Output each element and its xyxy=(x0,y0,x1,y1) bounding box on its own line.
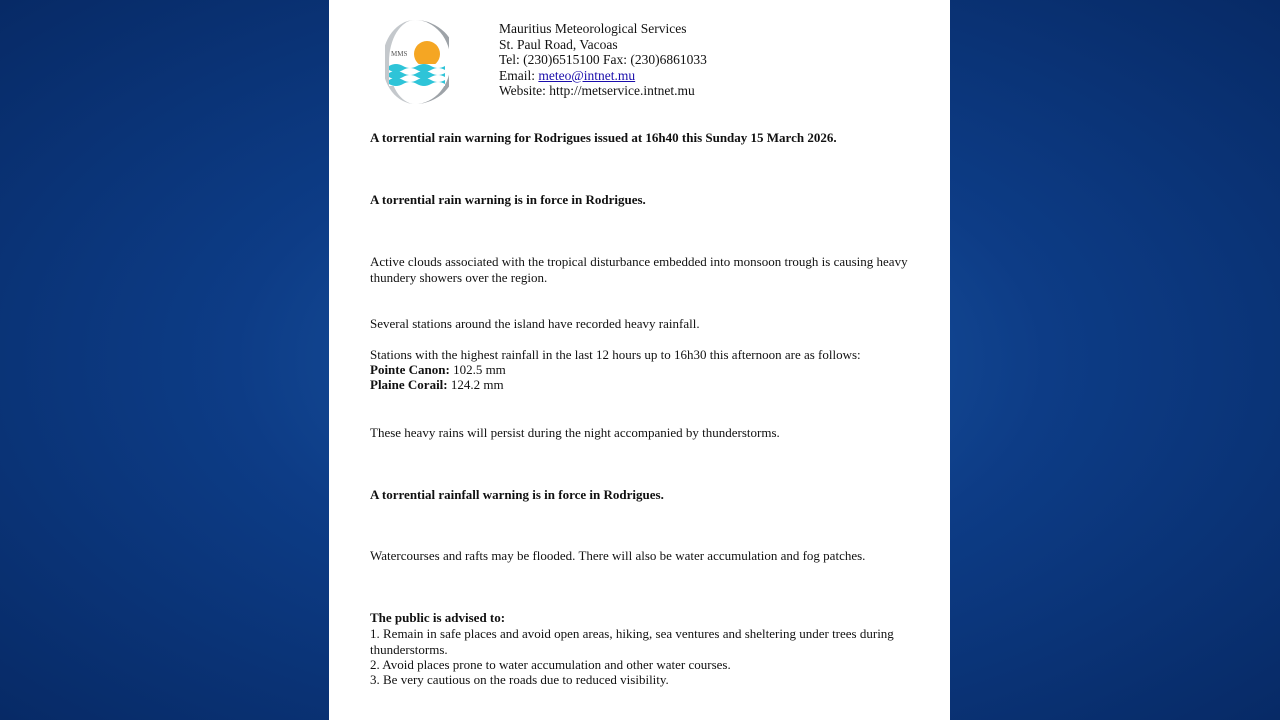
org-name: Mauritius Meteorological Services xyxy=(499,21,687,36)
flooding-text: Watercourses and rafts may be flooded. There will also be water accumulation and fog patches. xyxy=(370,548,866,563)
email-label: Email: xyxy=(499,67,539,83)
warning-in-force: A torrential rain warning is in force in Rodrigues. xyxy=(370,192,646,207)
advice-item: 1. Remain in safe places and avoid open areas, hiking, sea ventures and sheltering under trees during thunderstorms. xyxy=(370,626,894,657)
advice-item: 2. Avoid places prone to water accumulation and other water courses. xyxy=(370,657,731,672)
advice-title: The public is advised to: xyxy=(370,610,506,625)
logo-text: MMS xyxy=(391,50,408,58)
rainfall-warning: A torrential rainfall warning is in force in Rodrigues. xyxy=(370,487,664,502)
station-row xyxy=(370,377,910,393)
station-row xyxy=(370,362,910,378)
stations-recorded: Several stations around the island have recorded heavy rainfall. xyxy=(370,316,700,331)
persist-text: These heavy rains will persist during the night accompanied by thunderstorms. xyxy=(370,425,780,440)
org-header xyxy=(499,21,707,99)
situation-text: Active clouds associated with the tropical disturbance embedded into monsoon trough is causing heavy thundery showers over the region. xyxy=(370,254,908,285)
org-address: St. Paul Road, Vacoas xyxy=(499,36,618,52)
station-name: Plaine Corail: xyxy=(370,377,448,392)
station-value: 124.2 mm xyxy=(447,377,504,392)
org-phone: Tel: (230)6515100 Fax: (230)6861033 xyxy=(499,52,707,67)
mms-logo-icon xyxy=(385,18,449,106)
org-website: Website: http://metservice.intnet.mu xyxy=(499,83,695,98)
station-value: 102.5 mm xyxy=(449,362,506,377)
advice-item: 3. Be very cautious on the roads due to reduced visibility. xyxy=(370,672,669,687)
org-email-line xyxy=(499,68,707,84)
stations-intro: Stations with the highest rainfall in the last 12 hours up to 16h30 this afternoon are as follows: xyxy=(370,347,861,362)
email-link[interactable]: meteo@intnet.mu xyxy=(538,67,636,83)
bulletin-title: A torrential rain warning for Rodrigues issued at 16h40 this Sunday 15 March 2026. xyxy=(370,130,837,145)
station-name: Pointe Canon: xyxy=(370,362,450,377)
bulletin-page xyxy=(329,0,950,720)
